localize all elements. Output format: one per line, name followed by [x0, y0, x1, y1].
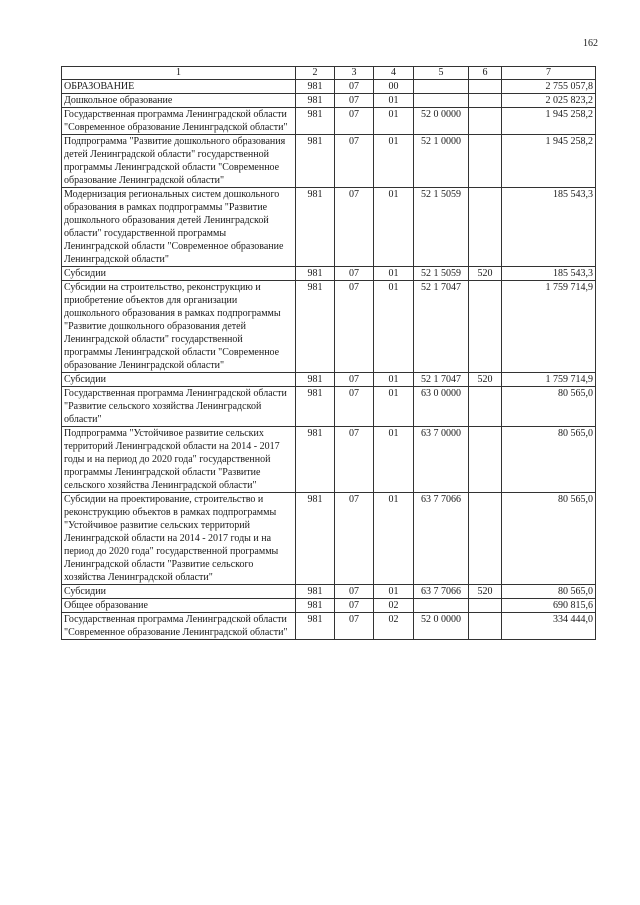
- row-section: 07: [335, 281, 374, 373]
- row-section: 07: [335, 80, 374, 94]
- row-admin-code: 981: [296, 387, 335, 427]
- row-name: Общее образование: [62, 599, 296, 613]
- row-subsection: 01: [374, 427, 414, 493]
- row-section: 07: [335, 599, 374, 613]
- row-admin-code: 981: [296, 373, 335, 387]
- row-expense-type: [469, 427, 502, 493]
- row-name: Государственная программа Ленинградской области "Современное образование Ленинградской области": [62, 613, 296, 640]
- row-admin-code: 981: [296, 108, 335, 135]
- row-target-article: [414, 599, 469, 613]
- row-amount: 80 565,0: [502, 493, 596, 585]
- row-admin-code: 981: [296, 94, 335, 108]
- row-section: 07: [335, 427, 374, 493]
- row-target-article: [414, 94, 469, 108]
- row-target-article: 63 0 0000: [414, 387, 469, 427]
- row-admin-code: 981: [296, 585, 335, 599]
- row-expense-type: 520: [469, 267, 502, 281]
- row-admin-code: 981: [296, 188, 335, 267]
- row-amount: 1 759 714,9: [502, 373, 596, 387]
- row-admin-code: 981: [296, 281, 335, 373]
- row-subsection: 01: [374, 281, 414, 373]
- row-subsection: 01: [374, 267, 414, 281]
- table-row: [62, 267, 596, 281]
- row-target-article: 63 7 0000: [414, 427, 469, 493]
- row-name: Государственная программа Ленинградской области "Развитие сельского хозяйства Ленинградской области": [62, 387, 296, 427]
- row-name: Подпрограмма "Устойчивое развитие сельских территорий Ленинградской области на 2014 - 2017 годы и на период до 2020 года" государственной программы Ленинградской области "Развитие сельского хозяйства Ленинградской области": [62, 427, 296, 493]
- row-subsection: 01: [374, 108, 414, 135]
- row-admin-code: 981: [296, 599, 335, 613]
- table-header-row: [62, 67, 596, 80]
- row-expense-type: [469, 599, 502, 613]
- row-subsection: 01: [374, 135, 414, 188]
- column-header: 1: [62, 67, 296, 80]
- row-target-article: 52 1 7047: [414, 281, 469, 373]
- row-name: Субсидии на строительство, реконструкцию и приобретение объектов для организации дошкольного образования в рамках подпрограммы "Развитие дошкольного образования детей Ленинградской области" государственной программы Ленинградской области "Современное образование Ленинградской области": [62, 281, 296, 373]
- row-expense-type: [469, 94, 502, 108]
- table-row: [62, 281, 596, 373]
- row-expense-type: [469, 80, 502, 94]
- column-header: 5: [414, 67, 469, 80]
- row-amount: 1 945 258,2: [502, 135, 596, 188]
- row-amount: 1 945 258,2: [502, 108, 596, 135]
- row-section: 07: [335, 108, 374, 135]
- table-row: [62, 108, 596, 135]
- row-subsection: 01: [374, 585, 414, 599]
- table-row: [62, 94, 596, 108]
- row-section: 07: [335, 188, 374, 267]
- row-expense-type: [469, 281, 502, 373]
- row-target-article: 52 1 7047: [414, 373, 469, 387]
- table-row: [62, 585, 596, 599]
- column-header: 6: [469, 67, 502, 80]
- row-subsection: 01: [374, 94, 414, 108]
- row-expense-type: [469, 493, 502, 585]
- table-row: [62, 135, 596, 188]
- row-subsection: 02: [374, 599, 414, 613]
- row-amount: 2 025 823,2: [502, 94, 596, 108]
- row-subsection: 00: [374, 80, 414, 94]
- row-expense-type: [469, 387, 502, 427]
- row-amount: 1 759 714,9: [502, 281, 596, 373]
- row-expense-type: [469, 188, 502, 267]
- row-amount: 80 565,0: [502, 387, 596, 427]
- row-target-article: [414, 80, 469, 94]
- column-header: 4: [374, 67, 414, 80]
- budget-table: [61, 66, 596, 640]
- row-name: Субсидии: [62, 373, 296, 387]
- table-row: [62, 599, 596, 613]
- row-section: 07: [335, 387, 374, 427]
- row-name: Подпрограмма "Развитие дошкольного образования детей Ленинградской области" государственной программы Ленинградской области "Современное образование Ленинградской области": [62, 135, 296, 188]
- row-section: 07: [335, 94, 374, 108]
- row-expense-type: 520: [469, 585, 502, 599]
- row-amount: 2 755 057,8: [502, 80, 596, 94]
- row-subsection: 01: [374, 188, 414, 267]
- row-section: 07: [335, 267, 374, 281]
- row-target-article: 63 7 7066: [414, 585, 469, 599]
- row-admin-code: 981: [296, 267, 335, 281]
- row-target-article: 52 1 0000: [414, 135, 469, 188]
- row-amount: 185 543,3: [502, 267, 596, 281]
- table-row: [62, 188, 596, 267]
- row-section: 07: [335, 135, 374, 188]
- row-target-article: 52 1 5059: [414, 188, 469, 267]
- row-name: Дошкольное образование: [62, 94, 296, 108]
- row-name: ОБРАЗОВАНИЕ: [62, 80, 296, 94]
- row-amount: 690 815,6: [502, 599, 596, 613]
- row-target-article: 63 7 7066: [414, 493, 469, 585]
- row-admin-code: 981: [296, 613, 335, 640]
- row-expense-type: [469, 108, 502, 135]
- column-header: 2: [296, 67, 335, 80]
- row-admin-code: 981: [296, 135, 335, 188]
- table-row: [62, 493, 596, 585]
- row-amount: 334 444,0: [502, 613, 596, 640]
- column-header: 3: [335, 67, 374, 80]
- row-section: 07: [335, 585, 374, 599]
- row-target-article: 52 0 0000: [414, 613, 469, 640]
- row-name: Государственная программа Ленинградской области "Современное образование Ленинградской области": [62, 108, 296, 135]
- row-subsection: 02: [374, 613, 414, 640]
- column-header: 7: [502, 67, 596, 80]
- row-target-article: 52 1 5059: [414, 267, 469, 281]
- row-name: Субсидии: [62, 267, 296, 281]
- row-expense-type: 520: [469, 373, 502, 387]
- row-subsection: 01: [374, 373, 414, 387]
- row-subsection: 01: [374, 387, 414, 427]
- row-subsection: 01: [374, 493, 414, 585]
- row-expense-type: [469, 135, 502, 188]
- row-admin-code: 981: [296, 80, 335, 94]
- table-row: [62, 613, 596, 640]
- row-amount: 185 543,3: [502, 188, 596, 267]
- row-target-article: 52 0 0000: [414, 108, 469, 135]
- row-amount: 80 565,0: [502, 585, 596, 599]
- table-row: [62, 427, 596, 493]
- row-name: Модернизация региональных систем дошкольного образования в рамках подпрограммы "Развитие дошкольного образования детей Ленинградской области" государственной программы Ленинградской области "Современное образование Ленинградской области": [62, 188, 296, 267]
- row-name: Субсидии на проектирование, строительство и реконструкцию объектов в рамках подпрограммы "Устойчивое развитие сельских территорий Ленинградской области на 2014 - 2017 годы и на период до 2020 года" государственной программы Ленинградской области "Развитие сельского хозяйства Ленинградской области": [62, 493, 296, 585]
- row-amount: 80 565,0: [502, 427, 596, 493]
- row-section: 07: [335, 373, 374, 387]
- row-expense-type: [469, 613, 502, 640]
- table-row: [62, 80, 596, 94]
- page-number: 162: [583, 38, 598, 49]
- row-section: 07: [335, 613, 374, 640]
- row-admin-code: 981: [296, 427, 335, 493]
- row-section: 07: [335, 493, 374, 585]
- row-admin-code: 981: [296, 493, 335, 585]
- table-row: [62, 387, 596, 427]
- table-row: [62, 373, 596, 387]
- row-name: Субсидии: [62, 585, 296, 599]
